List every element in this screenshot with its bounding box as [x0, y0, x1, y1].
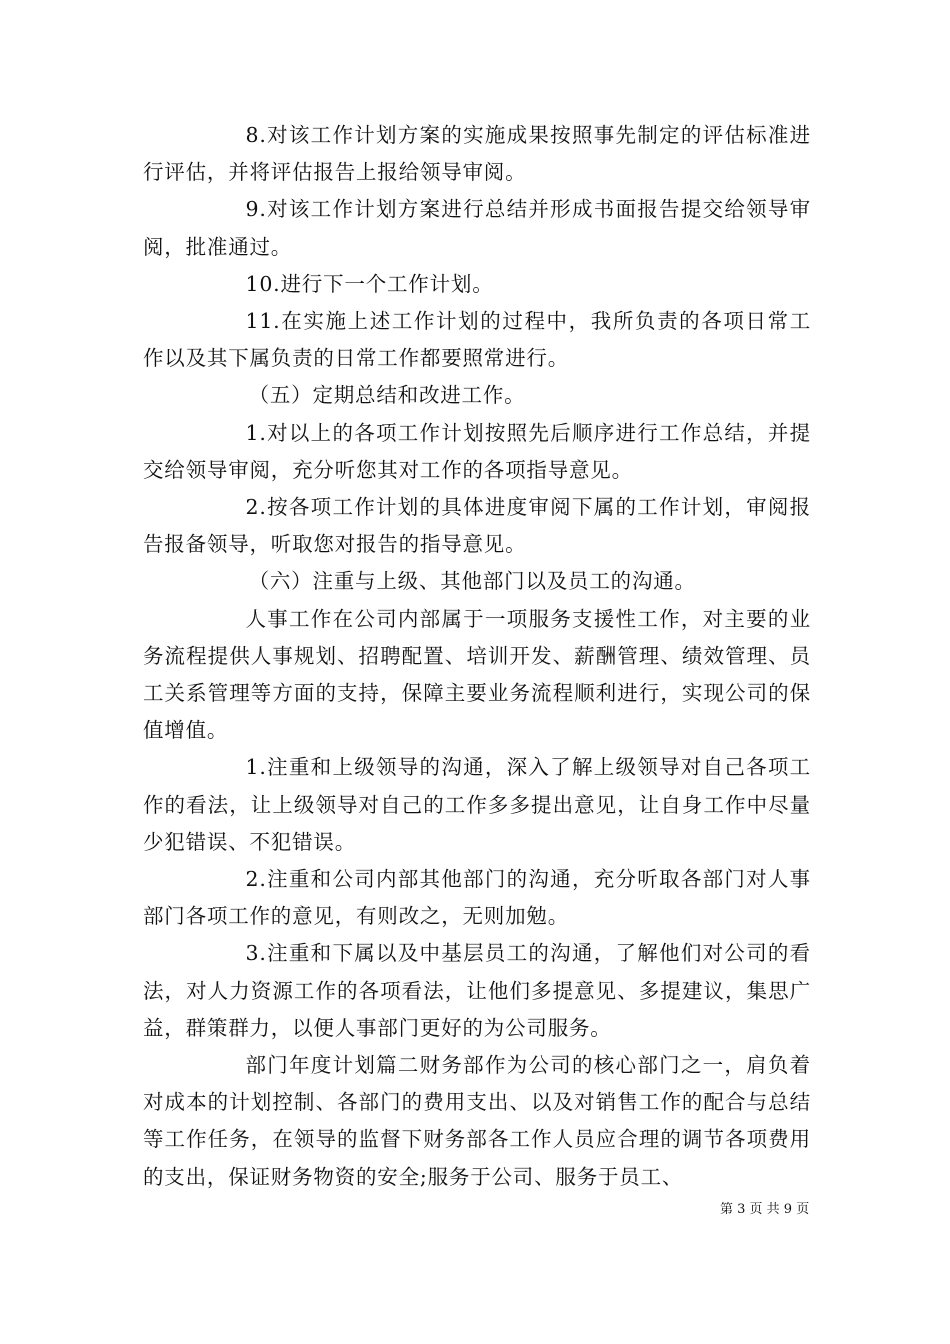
paragraph-hr-intro: 人事工作在公司内部属于一项服务支援性工作，对主要的业务流程提供人事规划、招聘配置、培训开发、薪酬管理、绩效管理、员工关系管理等方面的支持，保障主要业务流程顺利进行，实现公司的保值增值。	[143, 606, 811, 743]
paragraph-finance-plan: 部门年度计划篇二财务部作为公司的核心部门之一，肩负着对成本的计划控制、各部门的费用支出、以及对销售工作的配合与总结等工作任务，在领导的监督下财务部各工作人员应合理的调节各项费用的支出，保证财务物资的安全;服务于公司、服务于员工、	[143, 1053, 811, 1189]
paragraph-communication-3: 3.注重和下属以及中基层员工的沟通，了解他们对公司的看法，对人力资源工作的各项看法，让他们多提意见、多提建议，集思广益，群策群力，以便人事部门更好的为公司服务。	[143, 941, 811, 1040]
page-number-footer: 第 3 页 共 9 页	[720, 1202, 810, 1217]
paragraph-item-11: 11.在实施上述工作计划的过程中，我所负责的各项日常工作以及其下属负责的日常工作都要照常进行。	[143, 309, 811, 371]
paragraph-item-8: 8.对该工作计划方案的实施成果按照事先制定的评估标准进行评估，并将评估报告上报给领导审阅。	[143, 123, 811, 185]
paragraph-communication-2: 2.注重和公司内部其他部门的沟通，充分听取各部门对人事部门各项工作的意见，有则改之，无则加勉。	[143, 867, 811, 929]
paragraph-item-10: 10.进行下一个工作计划。	[245, 271, 494, 296]
document-body	[143, 117, 811, 1196]
paragraph-communication-1: 1.注重和上级领导的沟通，深入了解上级领导对自己各项工作的看法，让上级领导对自己的工作多多提出意见，让自身工作中尽量少犯错误、不犯错误。	[143, 755, 811, 854]
section-heading-5: （五）定期总结和改进工作。	[248, 383, 526, 408]
paragraph-summary-1: 1.对以上的各项工作计划按照先后顺序进行工作总结，并提交给领导审阅，充分听您其对工作的各项指导意见。	[143, 420, 811, 482]
paragraph-item-9: 9.对该工作计划方案进行总结并形成书面报告提交给领导审阅，批准通过。	[143, 197, 811, 259]
paragraph-summary-2: 2.按各项工作计划的具体进度审阅下属的工作计划，审阅报告报备领导，听取您对报告的指导意见。	[143, 495, 811, 557]
section-heading-6: （六）注重与上级、其他部门以及员工的沟通。	[248, 569, 696, 594]
